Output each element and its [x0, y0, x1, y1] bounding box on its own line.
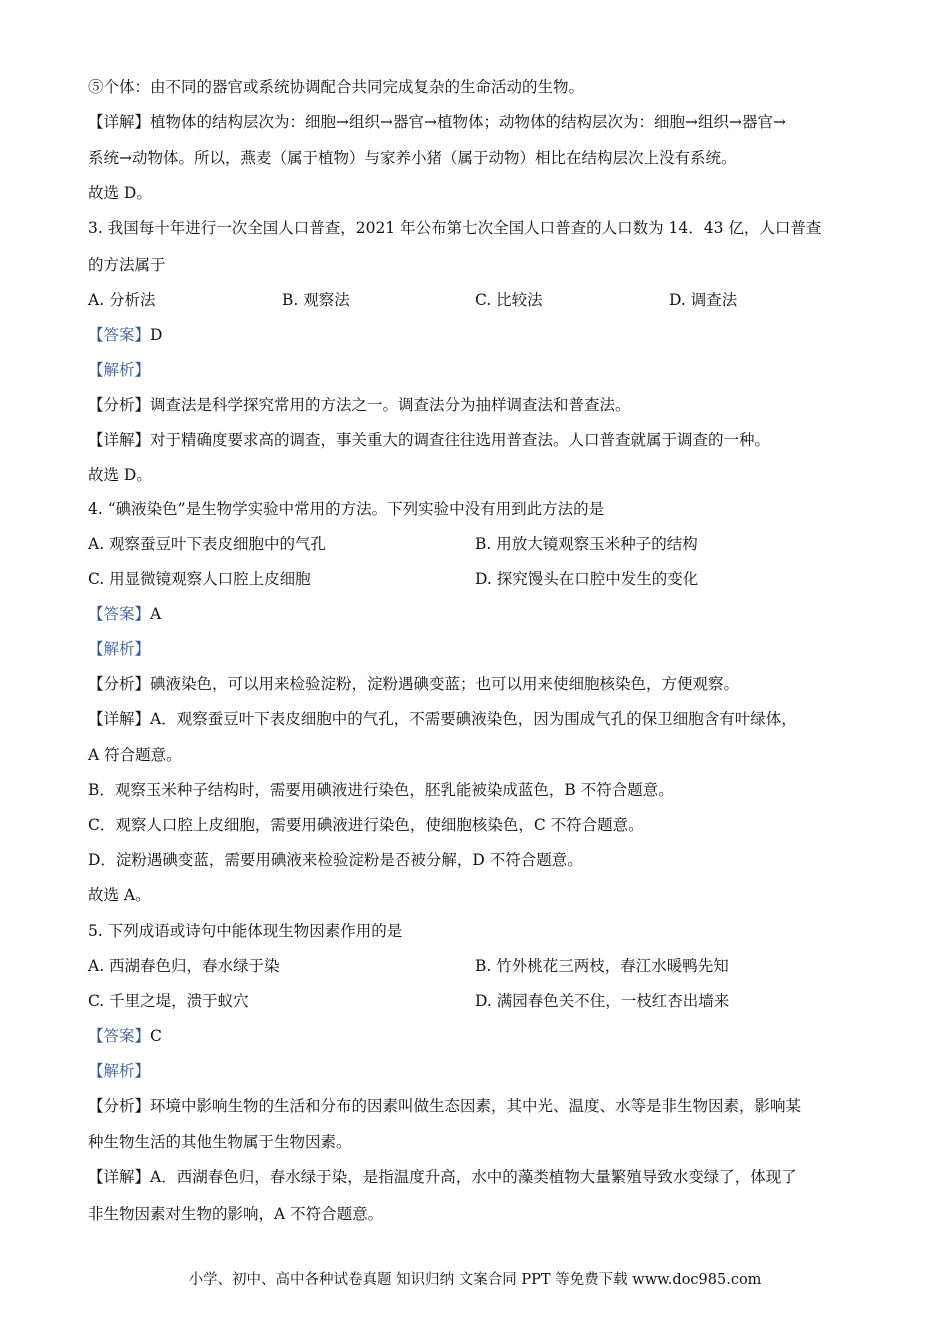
detail-tag: 【详解】 [88, 113, 151, 131]
detail-tag: 【详解】 [88, 710, 151, 728]
text-line [88, 708, 797, 730]
line-text: 环境中影响生物的生活和分布的因素叫做生态因素，其中光、温度、水等是非生物因素，影响某 [150, 1097, 802, 1115]
option-a: A. 观察蚕豆叶下表皮细胞中的气孔 [88, 535, 327, 553]
option-c: C. 比较法 [475, 291, 543, 309]
option-c: C. 千里之堤，溃于蚁穴 [88, 992, 249, 1010]
option-a: A. 西湖春色归，春水绿于染 [88, 957, 280, 975]
line-text: A．西湖春色归，春水绿于染，是指温度升高，水中的藻类植物大量繁殖导致水变绿了，体现了 [150, 1168, 797, 1186]
text-line: C．观察人口腔上皮细胞，需要用碘液进行染色，使细胞核染色，C 不符合题意。 [88, 816, 644, 834]
option-d: D. 满园春色关不住，一枝红杏出墙来 [475, 992, 730, 1010]
option-b: B. 观察法 [282, 291, 350, 309]
text-line [88, 1095, 801, 1117]
question-3: 3. 我国每十年进行一次全国人口普查，2021 年公布第七次全国人口普查的人口数为 14．43 亿，人口普查 [88, 219, 822, 237]
option-d: D. 调查法 [669, 291, 738, 309]
text-line: 故选 D。 [88, 184, 152, 202]
option-b: B. 竹外桃花三两枝，春江水暖鸭先知 [475, 957, 729, 975]
answer-tag: 【答案】 [88, 605, 151, 623]
option-b: B. 用放大镜观察玉米种子的结构 [475, 535, 698, 553]
detail-tag: 【详解】 [88, 431, 151, 449]
analysis-tag: 【解析】 [88, 361, 151, 379]
line-text: 碘液染色，可以用来检验淀粉，淀粉遇碘变蓝；也可以用来使细胞核染色，方便观察。 [150, 675, 740, 693]
question-5: 5. 下列成语或诗句中能体现生物因素作用的是 [88, 922, 403, 940]
text-line [88, 111, 786, 133]
answer-tag: 【答案】 [88, 1027, 151, 1045]
question-4: 4. “碘液染色”是生物学实验中常用的方法。下列实验中没有用到此方法的是 [88, 500, 605, 518]
analysis-line [88, 359, 150, 381]
text-line: 种生物生活的其他生物属于生物因素。 [88, 1133, 352, 1151]
line-text: 对于精确度要求高的调查，事关重大的调查往往选用普查法。人口普查就属于调查的一种。 [150, 431, 771, 449]
option-c: C. 用显微镜观察人口腔上皮细胞 [88, 570, 311, 588]
text-line: 的方法属于 [88, 256, 166, 274]
analysis-line [88, 638, 150, 660]
analysis-tag: 【解析】 [88, 640, 151, 658]
answer-value: A [150, 605, 162, 623]
text-line [88, 673, 739, 695]
analysis-sub-tag: 【分析】 [88, 396, 151, 414]
answer-line [88, 1025, 162, 1047]
line-text: A．观察蚕豆叶下表皮细胞中的气孔，不需要碘液染色，因为围成气孔的保卫细胞含有叶绿体， [150, 710, 797, 728]
text-line: ⑤个体：由不同的器官或系统协调配合共同完成复杂的生命活动的生物。 [88, 78, 585, 96]
analysis-line [88, 1060, 150, 1082]
option-a: A. 分析法 [88, 291, 156, 309]
detail-tag: 【详解】 [88, 1168, 151, 1186]
text-line: A 符合题意。 [88, 746, 182, 764]
answer-line [88, 603, 161, 625]
text-line: D．淀粉遇碘变蓝，需要用碘液来检验淀粉是否被分解，D 不符合题意。 [88, 851, 583, 869]
line-text: 调查法是科学探究常用的方法之一。调查法分为抽样调查法和普查法。 [150, 396, 631, 414]
answer-line [88, 324, 162, 346]
option-d: D. 探究馒头在口腔中发生的变化 [475, 570, 699, 588]
answer-value: D [150, 326, 163, 344]
text-line: 故选 D。 [88, 466, 152, 484]
text-line: 系统→动物体。所以，燕麦（属于植物）与家养小猪（属于动物）相比在结构层次上没有系统。 [88, 149, 737, 167]
text-line: 故选 A。 [88, 886, 151, 904]
analysis-sub-tag: 【分析】 [88, 675, 151, 693]
answer-value: C [150, 1027, 162, 1045]
page-footer: 小学、初中、高中各种试卷真题 知识归纳 文案合同 PPT 等免费下载 www.doc985.com [188, 1272, 762, 1288]
text-line: 非生物因素对生物的影响，A 不符合题意。 [88, 1205, 384, 1223]
text-line [88, 1166, 797, 1188]
text-line [88, 394, 631, 416]
answer-tag: 【答案】 [88, 326, 151, 344]
text-line: B．观察玉米种子结构时，需要用碘液进行染色，胚乳能被染成蓝色，B 不符合题意。 [88, 781, 674, 799]
analysis-sub-tag: 【分析】 [88, 1097, 151, 1115]
text-line [88, 429, 770, 451]
line-text: 植物体的结构层次为：细胞→组织→器官→植物体；动物体的结构层次为：细胞→组织→器官→ [150, 113, 786, 131]
analysis-tag: 【解析】 [88, 1062, 151, 1080]
